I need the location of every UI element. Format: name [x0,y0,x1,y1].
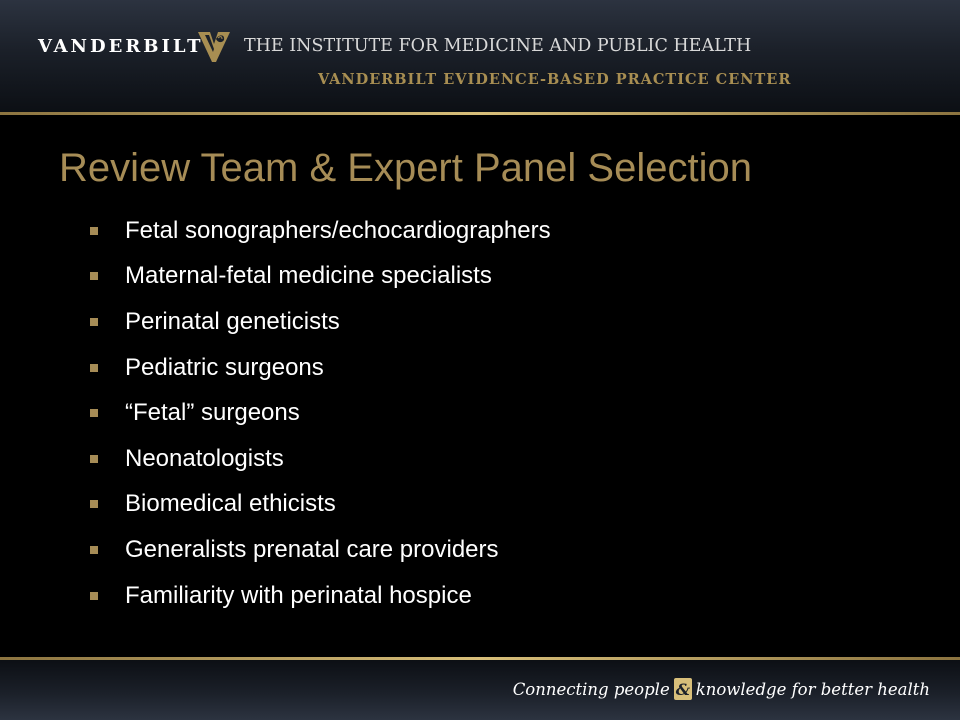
square-bullet-icon [90,500,98,508]
list-item [90,390,551,436]
tagline-before: Connecting people [512,679,670,699]
bullet-text: Pediatric surgeons [125,353,324,381]
square-bullet-icon [90,318,98,326]
list-item [90,208,551,254]
bullet-text: Generalists prenatal care providers [125,535,499,563]
list-item [90,573,551,619]
bullet-text: Fetal sonographers/echocardiographers [125,216,551,244]
list-item [90,345,551,391]
bullet-text: Biomedical ethicists [125,490,336,518]
institute-name: THE INSTITUTE FOR MEDICINE AND PUBLIC HEALTH [244,36,752,56]
list-item [90,527,551,573]
svg-text:&: & [675,680,690,699]
list-item [90,254,551,300]
bullet-text: Maternal-fetal medicine specialists [125,262,492,290]
slide-title: Review Team & Expert Panel Selection [59,146,752,190]
square-bullet-icon [90,227,98,235]
bullet-text: Neonatologists [125,444,284,472]
list-item [90,482,551,528]
footer-tagline [513,678,930,700]
square-bullet-icon [90,272,98,280]
square-bullet-icon [90,455,98,463]
ampersand-logo-icon [674,678,692,700]
square-bullet-icon [90,592,98,600]
square-bullet-icon [90,364,98,372]
vanderbilt-v-oak-leaf-icon [196,30,232,64]
bullet-list [90,208,551,618]
header-divider [0,112,960,115]
bullet-text: “Fetal” surgeons [125,399,300,427]
square-bullet-icon [90,546,98,554]
list-item [90,299,551,345]
square-bullet-icon [90,409,98,417]
center-name: VANDERBILT EVIDENCE-BASED PRACTICE CENTER [318,71,792,88]
list-item [90,436,551,482]
bullet-text: Familiarity with perinatal hospice [125,581,472,609]
tagline-after: knowledge for better health [695,679,930,699]
brand-wordmark: VANDERBILT [38,36,204,57]
header-band [0,0,960,112]
bullet-text: Perinatal geneticists [125,307,340,335]
